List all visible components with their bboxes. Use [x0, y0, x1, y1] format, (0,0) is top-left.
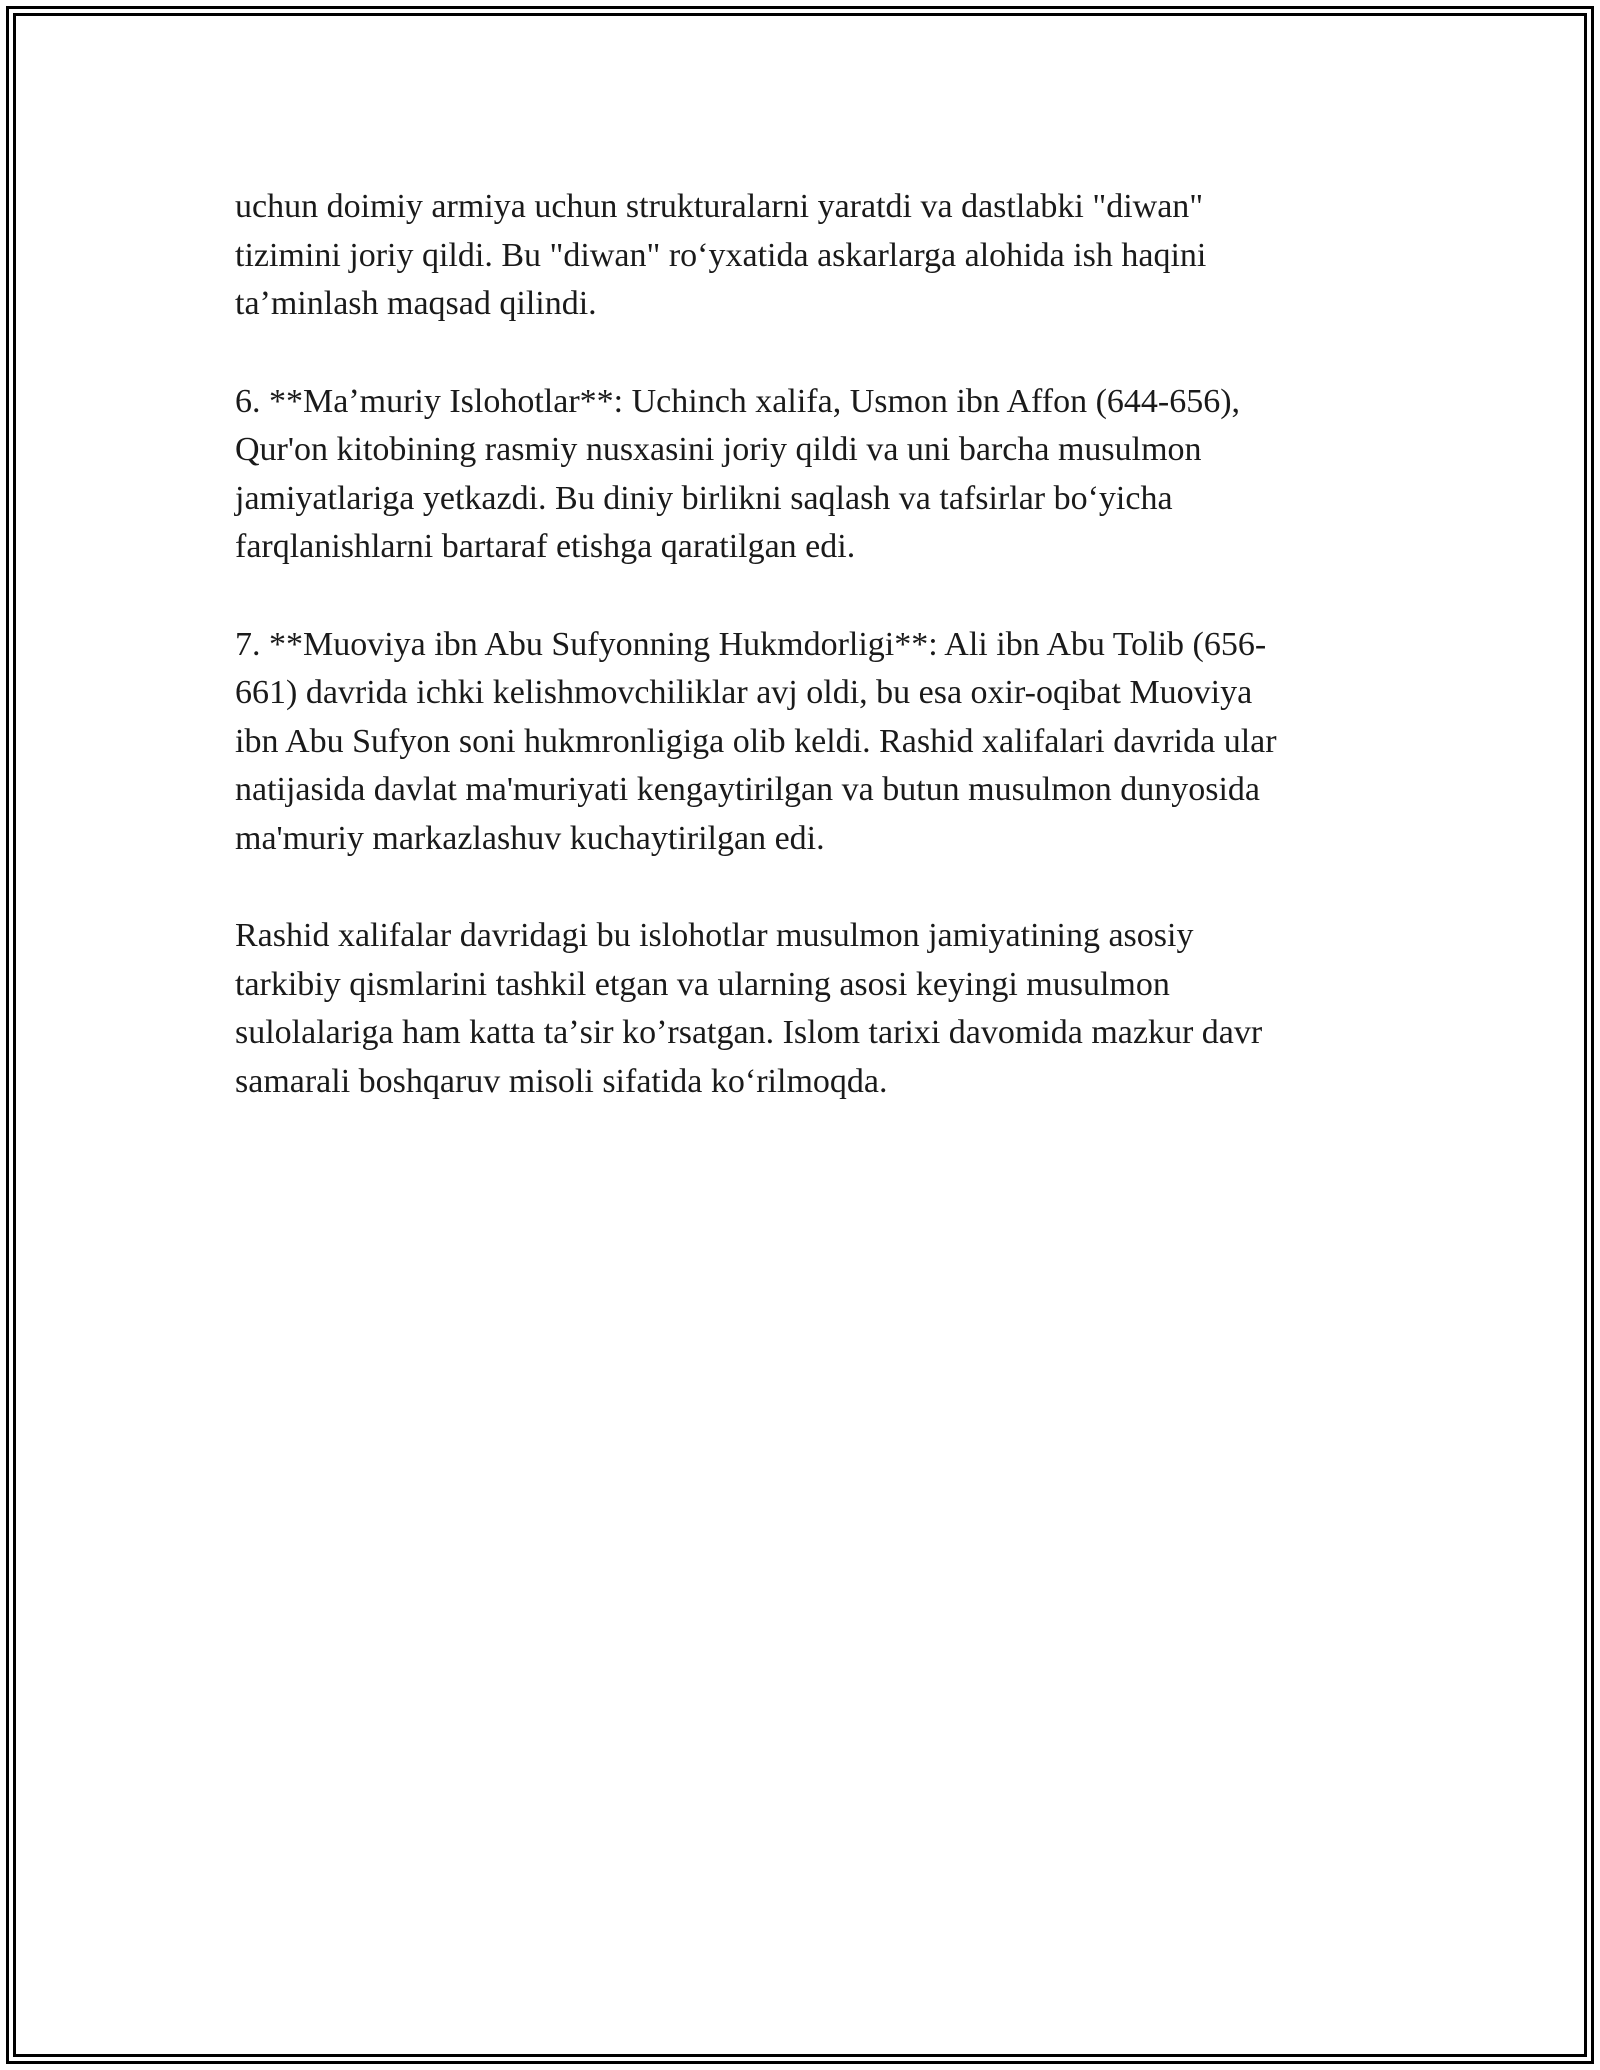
paragraph-conclusion [235, 912, 1375, 1106]
paragraph-muoviya [235, 621, 1375, 864]
text-line: natijasida davlat ma'muriyati kengaytirilgan va butun musulmon dunyosida [235, 771, 1260, 808]
text-line: ma'muriy markazlashuv kuchaytirilgan edi. [235, 819, 825, 857]
text-line: Qur'on kitobining rasmiy nusxasini joriy qildi va uni barcha musulmon [235, 431, 1202, 468]
text-line: sulolalariga ham katta taʼsir koʼrsatgan. Islom tarixi davomida mazkur davr [235, 1014, 1263, 1051]
document-body [235, 183, 1375, 1155]
text-line: jamiyatlariga yetkazdi. Bu diniy birlikni saqlash va tafsirlar boʻyicha [235, 479, 1173, 517]
text-line: farqlanishlarni bartaraf etishga qaratilgan edi. [235, 528, 856, 565]
paragraph-mamuriy-islohotlar [235, 378, 1375, 572]
text-line: ibn Abu Sufyon soni hukmronligiga olib keldi. Rashid xalifalari davrida ular [235, 722, 1277, 760]
text-line: taʼminlash maqsad qilindi. [235, 285, 597, 322]
text-line: Rashid xalifalar davridagi bu islohotlar musulmon jamiyatining asosiy [235, 917, 1194, 954]
text-line: samarali boshqaruv misoli sifatida koʻrilmoqda. [235, 1062, 888, 1100]
text-line: uchun doimiy armiya uchun strukturalarni yaratdi va dastlabki "diwan" [235, 188, 1204, 225]
text-line: 661) davrida ichki kelishmovchiliklar avj oldi, bu esa oxir-oqibat Muoviya [235, 674, 1253, 711]
text-line: tizimini joriy qildi. Bu "diwan" roʻyxatida askarlarga alohida ish haqini [235, 236, 1207, 274]
paragraph-diwan [235, 183, 1375, 329]
text-line: tarkibiy qismlarini tashkil etgan va ularning asosi keyingi musulmon [235, 965, 1170, 1003]
text-line: 7. **Muoviya ibn Abu Sufyonning Hukmdorligi**: Ali ibn Abu Tolib (656- [235, 625, 1267, 663]
text-line: 6. **Maʼmuriy Islohotlar**: Uchinch xalifa, Usmon ibn Affon (644-656), [235, 382, 1241, 420]
